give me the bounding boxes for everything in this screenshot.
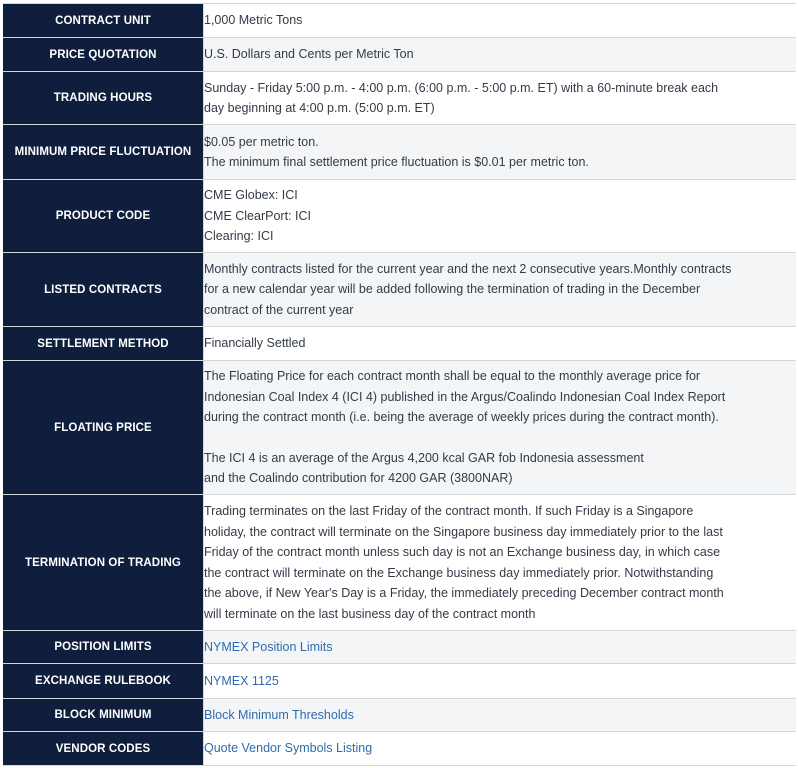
row-price-quotation	[3, 38, 796, 72]
value-line: $0.05 per metric ton.	[204, 134, 319, 149]
row-label: CONTRACT UNIT	[3, 4, 204, 38]
row-label: TRADING HOURS	[3, 72, 204, 125]
value-line: The minimum final settlement price fluctuation is $0.01 per metric ton.	[204, 155, 589, 169]
row-block-minimum	[3, 699, 796, 732]
row-minimum-price-fluctuation	[3, 125, 796, 180]
row-value	[204, 180, 797, 253]
row-product-code	[3, 180, 796, 253]
row-label: PRICE QUOTATION	[3, 38, 204, 72]
value-line: CME Globex: ICI	[204, 188, 298, 203]
block-minimum-link[interactable]: Block Minimum Thresholds	[204, 707, 354, 722]
value-line: 1,000 Metric Tons	[204, 13, 303, 28]
row-value	[204, 38, 797, 72]
value-line: and the Coalindo contribution for 4200 GAR (3800NAR)	[204, 471, 513, 486]
row-position-limits	[3, 631, 796, 664]
row-value	[204, 664, 797, 699]
value-line: the contract will terminate on the Exchange business day immediately prior. Notwithstanding	[204, 565, 714, 580]
value-line: Financially Settled	[204, 336, 306, 351]
value-line: during the contract month (i.e. being the average of weekly prices during the contract month).	[204, 410, 719, 425]
position-limits-link[interactable]: NYMEX Position Limits	[204, 639, 333, 654]
value-line: holiday, the contract will terminate on the Singapore business day immediately prior to the last	[204, 524, 723, 539]
row-exchange-rulebook	[3, 664, 796, 699]
value-line: Monthly contracts listed for the current year and the next 2 consecutive years.Monthly contracts	[204, 261, 732, 276]
value-line: will terminate on the last business day of the contract month	[204, 606, 536, 621]
row-value	[204, 732, 797, 766]
row-label: EXCHANGE RULEBOOK	[3, 664, 204, 699]
row-termination-of-trading	[3, 495, 796, 631]
row-listed-contracts	[3, 253, 796, 327]
value-line: for a new calendar year will be added following the termination of trading in the December	[204, 282, 701, 297]
row-label: VENDOR CODES	[3, 732, 204, 766]
row-value	[204, 125, 797, 180]
row-vendor-codes	[3, 732, 796, 766]
row-settlement-method	[3, 327, 796, 361]
row-value	[204, 253, 797, 327]
row-label: POSITION LIMITS	[3, 631, 204, 664]
row-value	[204, 495, 797, 631]
value-line: The ICI 4 is an average of the Argus 4,200 kcal GAR fob Indonesia assessment	[204, 450, 644, 465]
value-line: the above, if New Year's Day is a Friday, the immediately preceding December contract month	[204, 586, 724, 600]
value-line: U.S. Dollars and Cents per Metric Ton	[204, 47, 414, 62]
vendor-codes-link[interactable]: Quote Vendor Symbols Listing	[204, 741, 373, 756]
contract-specs-table	[3, 3, 796, 766]
value-line: Friday of the contract month unless such day is not an Exchange business day, in which case	[204, 545, 721, 559]
row-trading-hours	[3, 72, 796, 125]
row-value	[204, 699, 797, 732]
row-label: PRODUCT CODE	[3, 180, 204, 253]
value-line: Indonesian Coal Index 4 (ICI 4) published in the Argus/Coalindo Indonesian Coal Index Report	[204, 389, 726, 404]
value-line: day beginning at 4:00 p.m. (5:00 p.m. ET)	[204, 101, 435, 115]
value-line: The Floating Price for each contract month shall be equal to the monthly average price for	[204, 369, 701, 384]
row-floating-price	[3, 361, 796, 495]
row-value	[204, 631, 797, 664]
paragraph-gap	[204, 428, 796, 448]
row-contract-unit	[3, 4, 796, 38]
row-label: LISTED CONTRACTS	[3, 253, 204, 327]
row-label: MINIMUM PRICE FLUCTUATION	[3, 125, 204, 180]
row-value	[204, 327, 797, 361]
row-label: BLOCK MINIMUM	[3, 699, 204, 732]
value-line: Trading terminates on the last Friday of the contract month. If such Friday is a Singapore	[204, 504, 694, 518]
row-value	[204, 361, 797, 495]
value-line: Sunday - Friday 5:00 p.m. - 4:00 p.m. (6:00 p.m. - 5:00 p.m. ET) with a 60-minute break each	[204, 80, 719, 95]
row-label: SETTLEMENT METHOD	[3, 327, 204, 361]
row-label: FLOATING PRICE	[3, 361, 204, 495]
row-label: TERMINATION OF TRADING	[3, 495, 204, 631]
row-value	[204, 4, 797, 38]
row-value	[204, 72, 797, 125]
value-line: Clearing: ICI	[204, 229, 274, 244]
value-line: CME ClearPort: ICI	[204, 208, 311, 223]
exchange-rulebook-link[interactable]: NYMEX 1125	[204, 673, 279, 688]
value-line: contract of the current year	[204, 302, 354, 317]
